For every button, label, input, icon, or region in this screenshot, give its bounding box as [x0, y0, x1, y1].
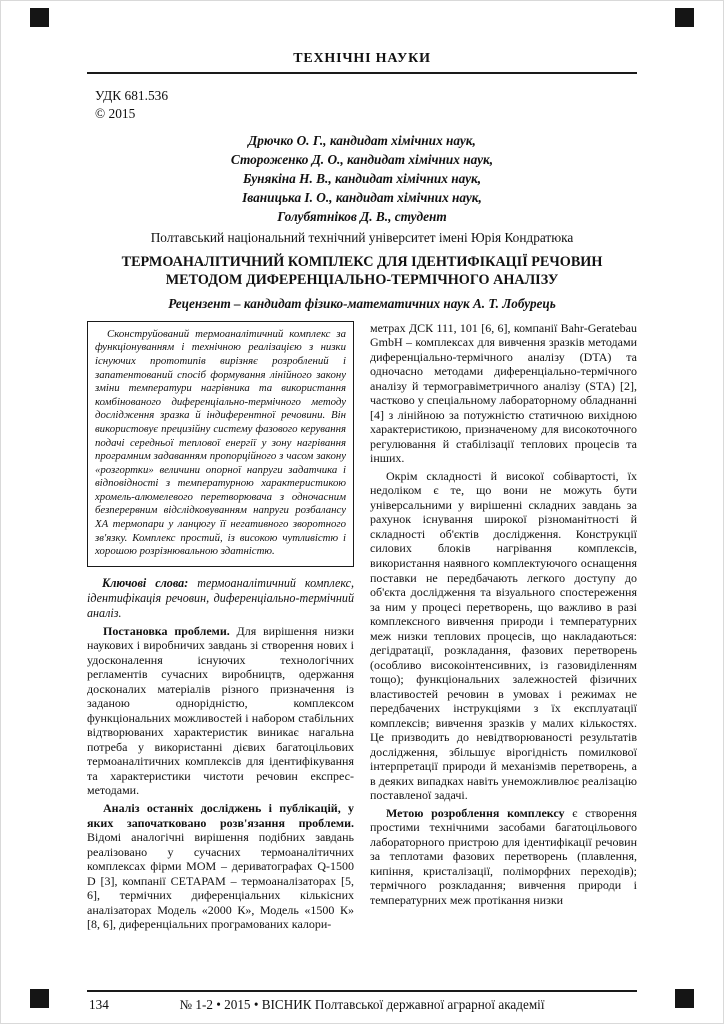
- keywords-paragraph: [87, 576, 354, 621]
- left-column: [87, 321, 354, 932]
- journal-line: № 1-2 • 2015 • ВІСНИК Полтавської державної аграрної академії: [179, 997, 545, 1012]
- crop-mark-top-right: [675, 8, 694, 27]
- keywords-label: Ключові слова:: [102, 575, 189, 590]
- two-column-body: [87, 321, 637, 932]
- footer-row: [87, 992, 637, 1013]
- paragraph-text: є створення простими технічними засобами багатоцільового лабораторного пристрою для ідентифікації речовин за теплотами фазових перетворень (плавлення, кипіння, кристалізації, поліморфних переходів); термічного розкладання; вивчення природи і температурних меж протікання низки: [370, 805, 638, 907]
- author-line: Дрючко О. Г., кандидат хімічних наук,: [248, 133, 476, 149]
- paragraph-problem-statement: [87, 624, 354, 798]
- copyright-year: © 2015: [95, 106, 136, 122]
- paragraph-drawbacks: Окрім складності й високої собівартості, їх недоліком є те, що вони не можуть бути універсальними у вирішенні складних завдань за рахунок існування широкої різноманітності й складності об'єктів дослідження. Конструкції силових блоків нагрівання комплексів, використання наявного комплектуючого оснащення поставки не передбачають легкого доступу до об'єкта дослідження та візуального спостереження за ним у процесі перетворень, що важливо в разі комплексного вивчення природи і температурних меж низки теплових процесів, що накладаються: дегідратації, розкладання, фазових перетворень (особливо високоінтенсивних, із газовиділенням тощо); функціональних залежностей фізичних властивостей речовин в умовах і режимах не передбачених інструкціями з їх експлуатації комплексів; вивчення зразків у малих кількостях. Це призводить до невідтворюваності результатів дослідження, збільшує вірогідність помилкової інтерпретації природи й механізмів перетворень, а в деяких випадках навіть унеможливлює реалізацію поставленої задачі.: [370, 468, 637, 803]
- authors-block: [87, 132, 637, 226]
- meta-block: [87, 87, 637, 123]
- section-heading: ТЕХНІЧНІ НАУКИ: [293, 51, 431, 66]
- affiliation: Полтавський національний технічний університет імені Юрія Кондратюка: [150, 229, 574, 245]
- paragraph-lead: Постановка проблеми.: [103, 623, 230, 638]
- abstract-text: Сконструйований термоаналітичний комплекс за функціонуванням і технічною реалізацією з низки існуючих прототипів вирізняє розроблений і запатентований спосіб формування лінійного закону зміни температури нагрівника та використання комбінованого диференціально-термічного методу дослідження зразка й індиферентної речовини. Він використовує прецизійну систему фазового керування подачі середньої теплової енергії у зону нагрівання програмним задаванням пропорційного з часом закону «розгортки» величини опорної напруги задатчика і відповідності з температурною характеристикою хромель-алюмелевого перетворювача з одночасним безперервним відслідковуванням напруги розбалансу ХА термопари у ланцюгу її негативного зворотного зв'язку. Комплекс простий, із високою чутливістю і хорошою розрізнювальною здатністю.: [95, 327, 346, 558]
- page-number: 134: [89, 997, 109, 1012]
- paragraph-lead: Метою розроблення комплексу: [386, 805, 565, 820]
- abstract-box: [87, 321, 354, 567]
- paragraph-lead: Аналіз останніх досліджень і публікацій, у яких започатковано розв'язання проблеми.: [87, 800, 354, 830]
- page-footer: [87, 990, 637, 1013]
- keywords-text: термоаналітичний комплекс, ідентифікація речовин, диференціально-термічний аналіз.: [87, 575, 354, 620]
- right-column: [370, 321, 637, 932]
- crop-mark-bottom-right: [675, 989, 694, 1008]
- page-content: [87, 1, 637, 932]
- paragraph-text: Для вирішення низки наукових і виробничих завдань зі створення нових і удосконалення існуючих технологічних регламентів сучасних виробництв, одержання досконалих матеріалів різного призначення із заданою однорідністю, комплексом функціональних можливостей і набором стабільних відтворюваних характеристик виникає нагальна потреба у використанні дієвих багатоцільових термоаналітичних комплексів для ідентифікування та характеристики чистоти речовин експрес-методами.: [87, 623, 354, 798]
- article-title: ТЕРМОАНАЛІТИЧНИЙ КОМПЛЕКС ДЛЯ ІДЕНТИФІКАЦІЇ РЕЧОВИН МЕТОДОМ ДИФЕРЕНЦІАЛЬНО-ТЕРМІЧНОГО АНАЛІЗУ: [121, 253, 603, 289]
- paragraph-text: Відомі аналогічні вирішення подібних завдань реалізовано у сучасних термоаналітичних комплексах фірми МОМ – дериватографах Q-1500 D [3], компанії СЕТАРАМ – термоаналізаторах [5, 6], термічних диференціальних кількісних аналізаторах Модель «2000 К», Модель «1500 К» [8, 6], диференціальних програмованих калори-: [87, 830, 354, 932]
- page-header: [87, 51, 637, 74]
- udk-code: УДК 681.536: [95, 88, 169, 103]
- crop-mark-bottom-left: [30, 989, 49, 1008]
- author-line: Іваницька І. О., кандидат хімічних наук,: [242, 189, 482, 205]
- crop-mark-top-left: [30, 8, 49, 27]
- paragraph-continuation: метрах ДСК 111, 101 [6, 6], компанії Bahr-Geratebau GmbH – комплексах для вивчення зразків методами диференціально-термічного аналізу (DTA) та одночасно методами диференціально-термічного аналізу й термогравіметричного аналізу (STA) [2], частково у спеціальному лабораторному обладнанні [4] з лінійною за потужністю статичною вихідною характеристикою, призначеному для високоточного регулювання й стабілізації теплових процесів та інших.: [370, 320, 637, 466]
- paragraph-goal: [370, 806, 637, 908]
- author-line: Бунякіна Н. В., кандидат хімічних наук,: [242, 170, 482, 186]
- author-line: Стороженко Д. О., кандидат хімічних наук,: [230, 152, 494, 168]
- paragraph-recent-research: [87, 801, 354, 932]
- author-line: Голубятніков Д. В., студент: [277, 208, 447, 224]
- reviewer-line: Рецензент – кандидат фізико-математичних наук А. Т. Лобурець: [168, 295, 556, 311]
